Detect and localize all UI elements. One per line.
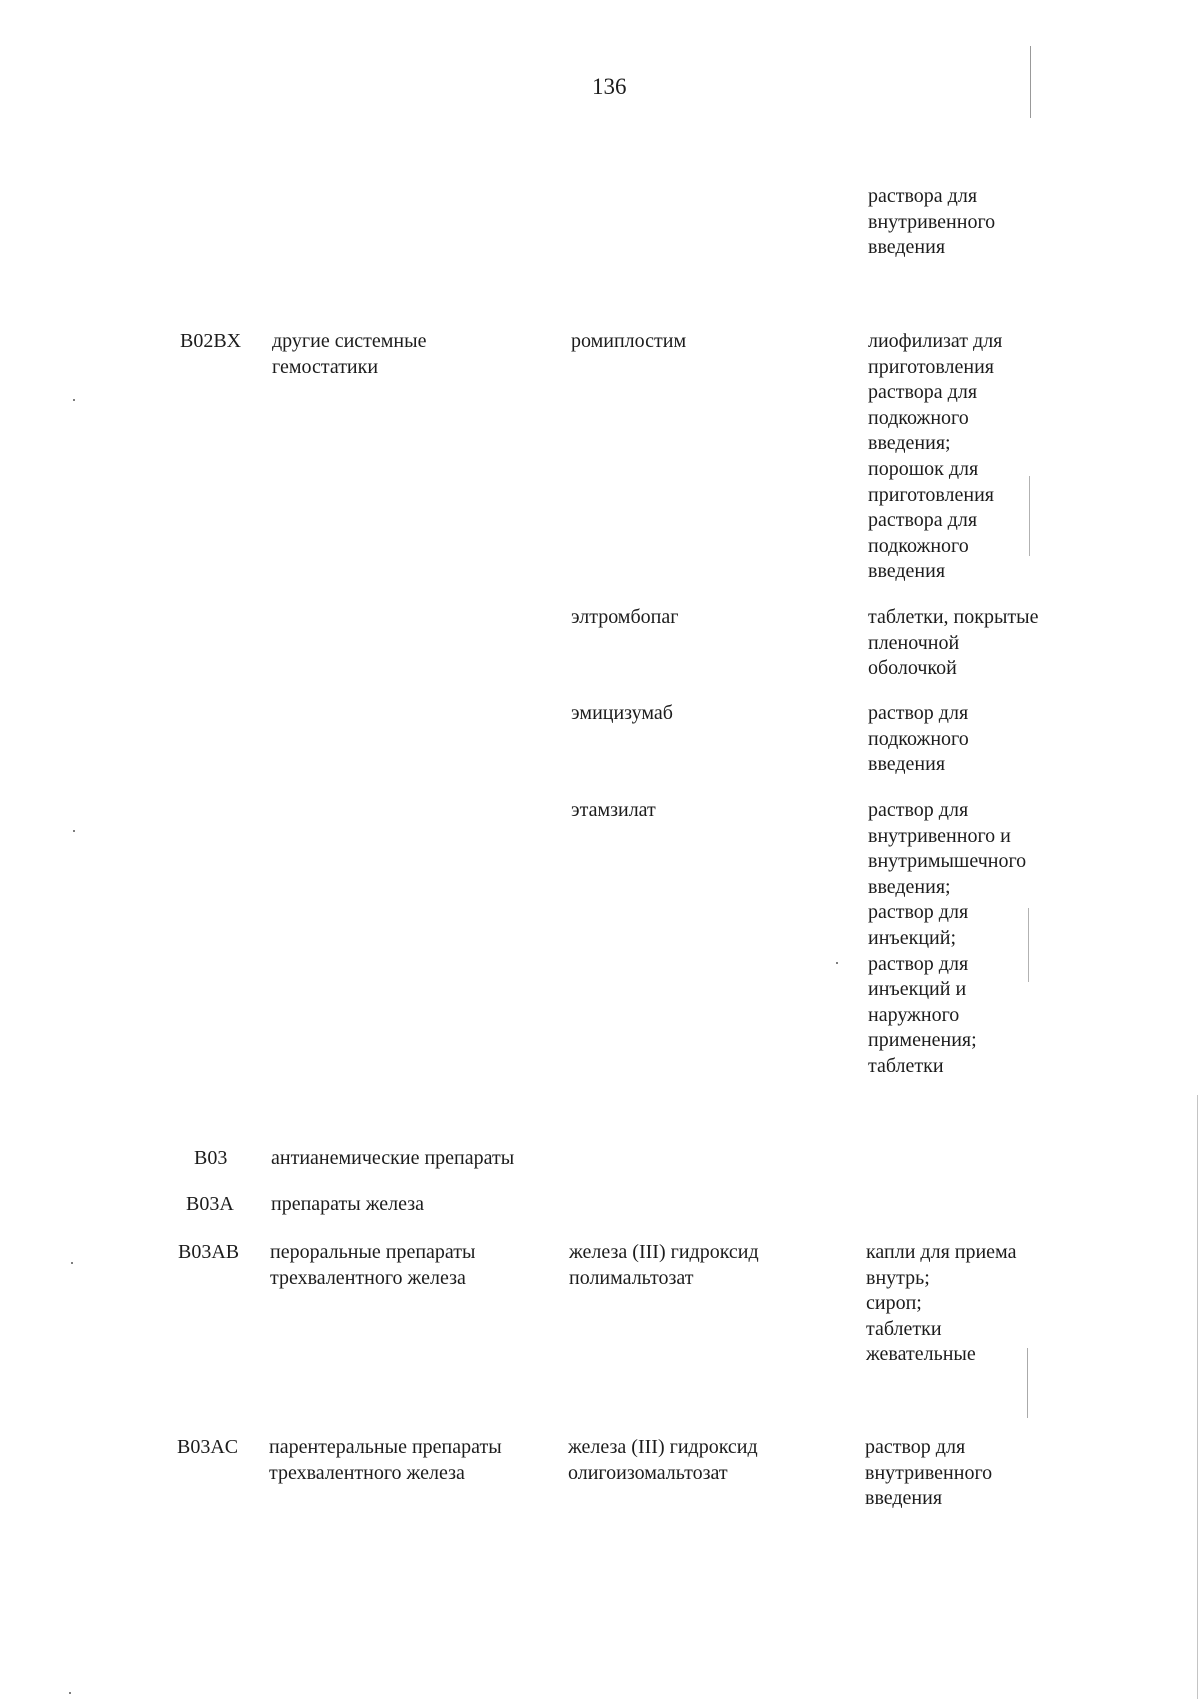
dosage-form-line: таблетки, покрытые (868, 606, 1039, 628)
dosage-form-line: раствора для (868, 185, 978, 207)
dosage-form-line: пленочной (868, 631, 960, 654)
dosage-form-line: таблетки (866, 1317, 942, 1340)
dosage-form-line: раствора для (868, 509, 978, 532)
drug-name-cell (569, 1240, 759, 1291)
drug-name-cell (571, 798, 656, 824)
dosage-form-line: внутримышечного (868, 850, 1027, 873)
atc-code: B03AB (178, 1241, 240, 1263)
group-name-line: трехвалентного железа (269, 1461, 465, 1484)
group-name-line: пероральные препараты (270, 1241, 476, 1263)
atc-code: B02BX (180, 330, 242, 352)
dosage-form-cell (868, 605, 1038, 682)
dosage-form-line: подкожного (868, 534, 969, 557)
dosage-form-line: сироп; (866, 1292, 922, 1315)
dosage-form-line: таблетки (868, 1054, 944, 1077)
dosage-form-line: жевательные (866, 1343, 976, 1366)
group-name-cell (271, 1192, 424, 1218)
dosage-form-line: внутривенного и (868, 824, 1011, 847)
dosage-form-line: введения (868, 753, 946, 776)
dosage-form-cell (868, 184, 995, 261)
drug-name-line: эмицизумаб (571, 702, 673, 724)
drug-name-cell (571, 701, 673, 727)
dosage-form-line: лиофилизат для (868, 330, 1003, 352)
group-name-line: парентеральные препараты (269, 1436, 502, 1458)
scan-artifact-dot (71, 1262, 73, 1264)
dosage-form-line: капли для приема (866, 1241, 1017, 1263)
scan-artifact-edge (1197, 1095, 1198, 1699)
atc-code-cell (177, 1435, 238, 1461)
scan-artifact-dot (73, 830, 75, 832)
dosage-form-line: внутривенного (868, 210, 996, 233)
dosage-form-line: применения; (868, 1029, 977, 1052)
dosage-form-line: раствор для (868, 952, 969, 975)
dosage-form-line: подкожного (868, 727, 969, 750)
scan-artifact-line (1027, 1348, 1028, 1418)
dosage-form-line: введения (868, 560, 946, 583)
dosage-form-line: введения (865, 1487, 943, 1510)
scan-artifact-line (1029, 476, 1030, 556)
dosage-form-line: раствор для (865, 1436, 966, 1458)
group-name-line: антианемические препараты (271, 1147, 515, 1169)
drug-name-line: ромиплостим (571, 330, 687, 352)
atc-code-cell (194, 1146, 227, 1172)
dosage-form-line: порошок для (868, 457, 979, 480)
scan-artifact-dot (73, 399, 75, 401)
atc-code: B03A (186, 1193, 234, 1215)
drug-name-line: железа (III) гидроксид (568, 1436, 758, 1458)
dosage-form-line: введения (868, 236, 946, 259)
group-name-line: гемостатики (272, 355, 379, 378)
page-number: 136 (592, 74, 627, 99)
drug-name-line: этамзилат (571, 799, 656, 821)
scan-artifact-dot (836, 962, 838, 964)
dosage-form-cell (868, 798, 1026, 1080)
dosage-form-line: раствора для (868, 381, 978, 404)
dosage-form-line: раствор для (868, 799, 969, 821)
group-name-line: другие системные (272, 330, 427, 352)
atc-code: B03AC (177, 1436, 239, 1458)
dosage-form-line: приготовления (868, 355, 994, 378)
atc-code-cell (186, 1192, 234, 1218)
group-name-cell (271, 1146, 514, 1172)
dosage-form-line: подкожного (868, 406, 969, 429)
group-name-cell (269, 1435, 502, 1486)
dosage-form-line: наружного (868, 1003, 960, 1026)
atc-code: B03 (194, 1147, 228, 1169)
dosage-form-line: инъекций; (868, 926, 957, 949)
drug-name-line: олигоизомальтозат (568, 1461, 728, 1484)
dosage-form-cell (868, 329, 1002, 585)
scan-artifact-line (1030, 46, 1031, 118)
drug-name-line: железа (III) гидроксид (569, 1241, 759, 1263)
drug-name-cell (568, 1435, 758, 1486)
group-name-line: трехвалентного железа (270, 1266, 466, 1289)
drug-name-line: элтромбопаг (571, 606, 679, 628)
dosage-form-line: раствор для (868, 901, 969, 924)
group-name-cell (272, 329, 426, 380)
dosage-form-cell (868, 701, 969, 778)
dosage-form-cell (865, 1435, 992, 1512)
drug-name-cell (571, 329, 686, 355)
group-name-line: препараты железа (271, 1193, 425, 1215)
atc-code-cell (178, 1240, 239, 1266)
dosage-form-line: внутривенного (865, 1461, 993, 1484)
atc-code-cell (180, 329, 241, 355)
dosage-form-line: оболочкой (868, 657, 957, 680)
drug-name-cell (571, 605, 678, 631)
scan-artifact-line (1028, 908, 1029, 982)
dosage-form-line: введения; (868, 432, 951, 455)
dosage-form-line: раствор для (868, 702, 969, 724)
dosage-form-line: приготовления (868, 483, 994, 506)
dosage-form-line: введения; (868, 875, 951, 898)
dosage-form-line: инъекций и (868, 978, 967, 1001)
scan-artifact-dot (69, 1692, 71, 1694)
drug-name-line: полимальтозат (569, 1266, 694, 1289)
dosage-form-cell (866, 1240, 1016, 1368)
dosage-form-line: внутрь; (866, 1266, 930, 1289)
group-name-cell (270, 1240, 475, 1291)
